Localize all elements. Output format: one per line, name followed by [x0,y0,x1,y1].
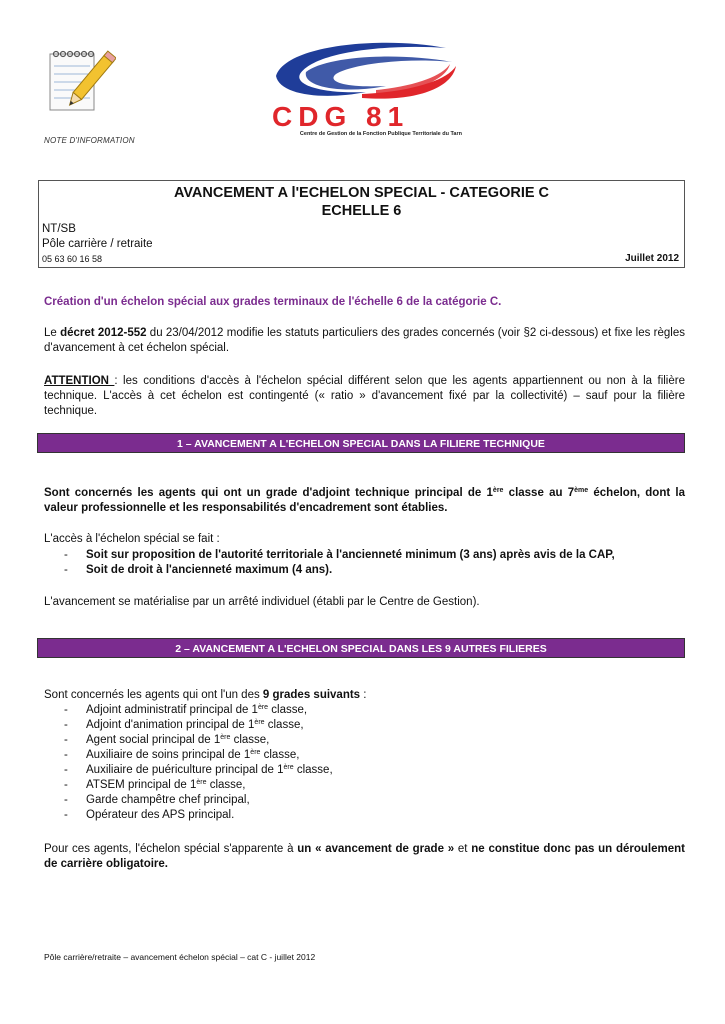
section-2-conclusion: Pour ces agents, l'échelon spécial s'apparente à un « avancement de grade » et ne constitue donc pas un déroulement de carrière obligatoire. [44,843,685,870]
attention-paragraph: ATTENTION : les conditions d'accès à l'échelon spécial différent selon que les agents appartiennent ou non à la filière technique. L'accès à cet échelon est contingenté (« ratio » d'avancement fixé par la collectivité) – sauf pour la filière technique. [44,375,685,417]
logo-text: CDG 81 [272,101,410,132]
document-date: Juillet 2012 [625,253,679,264]
section-2-heading: 2 – AVANCEMENT A L'ECHELON SPECIAL DANS LES 9 AUTRES FILIERES [37,638,685,658]
document-title: AVANCEMENT A l'ECHELON SPECIAL - CATEGORIE C [173,185,550,201]
attention-label: ATTENTION [44,375,115,387]
grades-list [64,703,684,823]
phone-number: 05 63 60 16 58 [42,254,103,264]
logo-subtitle: Centre de Gestion de la Fonction Publique Territoriale du Tarn [299,131,462,137]
document-subtitle: ECHELLE 6 [321,203,402,219]
list-item: - ATSEM principal de 1ère classe, [64,779,246,791]
list-item: - Adjoint administratif principal de 1ère classe, [64,704,308,716]
intro-subtitle: Création d'un échelon spécial aux grades terminaux de l'échelle 6 de la catégorie C. [44,296,502,308]
section-1-access-intro: L'accès à l'échelon spécial se fait : [44,533,220,545]
list-item: - Auxiliaire de puériculture principal de 1ère classe, [64,764,333,776]
notepad-pencil-icon [44,44,116,120]
list-item: - Garde champêtre chef principal, [64,794,250,806]
note-label: NOTE D'INFORMATION [44,136,135,145]
cdg81-logo [266,36,462,140]
section-2-intro: Sont concernés les agents qui ont l'un des 9 grades suivants : [44,689,367,701]
section-1-eligibility: Sont concernés les agents qui ont un grade d'adjoint technique principal de 1ère classe au 7ème échelon, dont la valeur professionnelle et les responsabilités d'encadrement sont établies. [44,487,686,514]
decree-reference: décret 2012-552 [60,327,147,339]
section-1-decree-note: L'avancement se matérialise par un arrêté individuel (établi par le Centre de Gestion). [44,596,480,608]
title-box [38,180,685,268]
page-footer: Pôle carrière/retraite – avancement échelon spécial – cat C - juillet 2012 [44,952,316,962]
list-item: - Auxiliaire de soins principal de 1ère classe, [64,749,300,761]
reference: NT/SB [42,223,76,235]
section-1-heading: 1 – AVANCEMENT A L'ECHELON SPECIAL DANS LA FILIERE TECHNIQUE [37,433,685,453]
list-item: - Adjoint d'animation principal de 1ère classe, [64,719,304,731]
list-item: - Soit de droit à l'ancienneté maximum (4 ans). [64,564,333,576]
intro-paragraph: Le décret 2012-552 du 23/04/2012 modifie les statuts particuliers des grades concernés (voir §2 ci-dessous) et fixe les règles d'avancement à cet échelon spécial. [44,327,685,354]
list-item: - Opérateur des APS principal. [64,809,235,821]
list-item: - Agent social principal de 1ère classe, [64,734,270,746]
list-item: - Soit sur proposition de l'autorité territoriale à l'ancienneté minimum (3 ans) après avis de la CAP, [64,549,615,561]
department: Pôle carrière / retraite [42,238,153,250]
section-1-conditions [64,548,684,578]
